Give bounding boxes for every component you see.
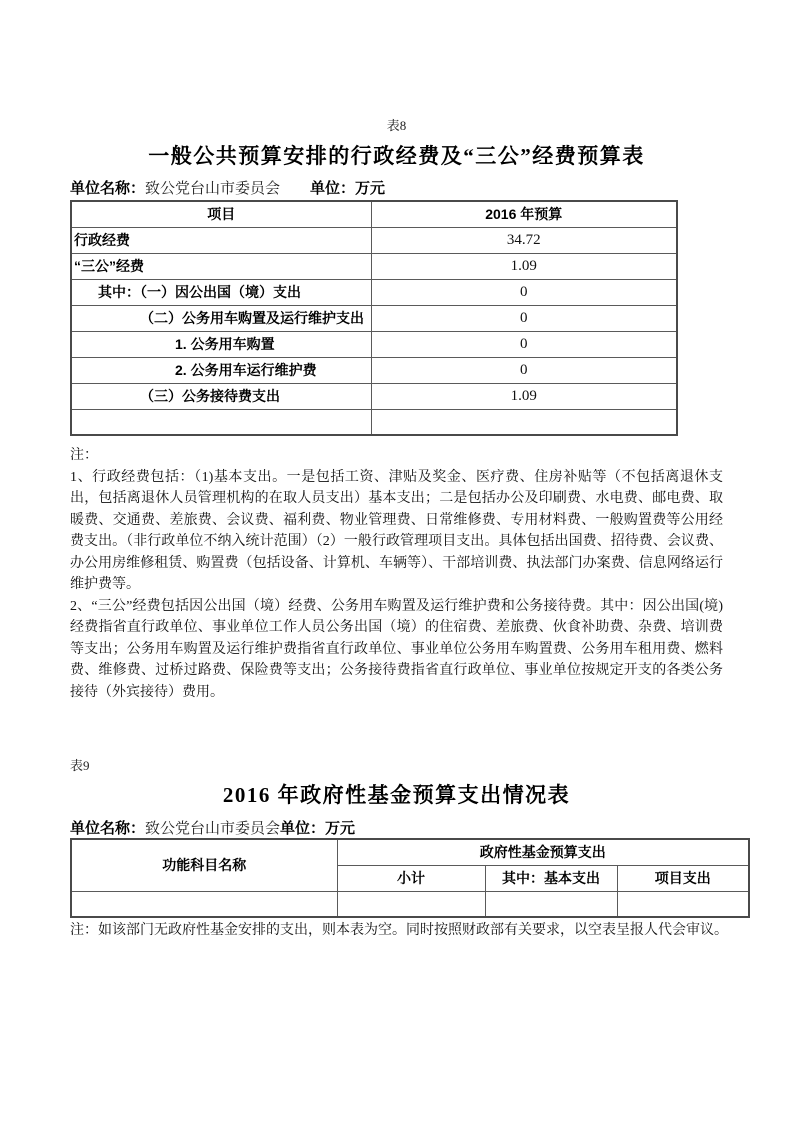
row-value-cell (371, 409, 677, 435)
column-group-header-gov-fund: 政府性基金预算支出 (337, 839, 749, 865)
empty-cell (71, 891, 337, 917)
note-1: 1、行政经费包括：（1)基本支出。一是包括工资、津贴及奖金、医疗费、住房补贴等（不包括离退休支出，包括离退休人员管理机构的在取人员支出）基本支出；二是包括办公及印刷费、水电费、邮电费、取暖费、交通费、差旅费、会议费、福利费、物业管理费、日常维修费、专用材料费、一般购置费等公用经费支出。（非行政单位不纳入统计范围）（2）一般行政管理项目支出。具体包括出国费、招待费、会议费、办公用房维修租赁、购置费（包括设备、计算机、车辆等）、干部培训费、执法部门办案费、信息网络运行维护费等。 (70, 469, 723, 592)
table9-unit-line (70, 820, 793, 838)
unit-name-label: 单位名称： (70, 820, 146, 837)
table-row (71, 891, 749, 917)
row-value-cell: 34.72 (371, 227, 677, 253)
table9-number-label: 表9 (70, 758, 90, 773)
column-header-item: 项目 (71, 201, 371, 227)
column-header-basic-expense: 其中：基本支出 (485, 865, 617, 891)
admin-expense-table (70, 200, 678, 436)
unit-name-label: 单位名称： (70, 180, 146, 197)
unit-name-value: 致公党台山市委员会 (145, 181, 281, 197)
table-row (71, 305, 677, 331)
empty-cell (337, 891, 485, 917)
row-value-cell: 0 (371, 331, 677, 357)
table-row (71, 357, 677, 383)
column-header-2016-budget: 2016 年预算 (371, 201, 677, 227)
column-header-subtotal: 小计 (337, 865, 485, 891)
notes-heading: 注： (70, 448, 98, 463)
table9-title: 2016 年政府性基金预算支出情况表 (222, 783, 571, 807)
row-label-cell: 其中：（一）因公出国（境）支出 (71, 279, 371, 305)
table-header-row (71, 201, 677, 227)
table8-title: 一般公共预算安排的行政经费及“三公”经费预算表 (148, 144, 645, 168)
note-2: 2、“三公”经费包括因公出国（境）经费、公务用车购置及运行维护费和公务接待费。其中：因公出国(境)经费指省直行政单位、事业单位工作人员公务出国（境）的住宿费、差旅费、伙食补助费、杂费、培训费等支出；公务用车购置及运行维护费指省直行政单位、事业单位公务用车购置费、公务用车租用费、燃料费、维修费、过桥过路费、保险费等支出；公务接待费指省直行政单位、事业单位按规定开支的各类公务接待（外宾接待）费用。 (70, 598, 723, 700)
row-label-cell: 行政经费 (71, 227, 371, 253)
table-row (71, 227, 677, 253)
table8-unit-line (70, 180, 793, 198)
table-row (71, 331, 677, 357)
row-value-cell: 1.09 (371, 383, 677, 409)
row-value-cell: 1.09 (371, 253, 677, 279)
unit-of-measure-label: 单位：万元 (310, 180, 386, 197)
row-label-cell: （二）公务用车购置及运行维护支出 (71, 305, 371, 331)
table-row (71, 253, 677, 279)
unit-of-measure-label: 单位：万元 (280, 820, 356, 837)
row-label-cell: 1. 公务用车购置 (71, 331, 371, 357)
column-header-project-expense: 项目支出 (617, 865, 749, 891)
row-label-cell (71, 409, 371, 435)
table9-note: 注：如该部门无政府性基金安排的支出，则本表为空。同时按照财政部有关要求，以空表呈报人代会审议。 (70, 923, 728, 938)
row-label-cell: 2. 公务用车运行维护费 (71, 357, 371, 383)
row-label-cell: （三）公务接待费支出 (71, 383, 371, 409)
row-value-cell: 0 (371, 357, 677, 383)
table-row (71, 383, 677, 409)
table8-notes (70, 445, 723, 703)
empty-cell (617, 891, 749, 917)
table-row (71, 279, 677, 305)
table8-number-label: 表8 (386, 118, 407, 133)
empty-cell (485, 891, 617, 917)
row-value-cell: 0 (371, 305, 677, 331)
unit-name-value: 致公党台山市委员会 (145, 821, 281, 837)
column-header-function-subject: 功能科目名称 (71, 839, 337, 891)
row-label-cell: “三公”经费 (71, 253, 371, 279)
gov-fund-budget-table (70, 838, 750, 918)
row-value-cell: 0 (371, 279, 677, 305)
table-row (71, 409, 677, 435)
table-header-row (71, 839, 749, 865)
